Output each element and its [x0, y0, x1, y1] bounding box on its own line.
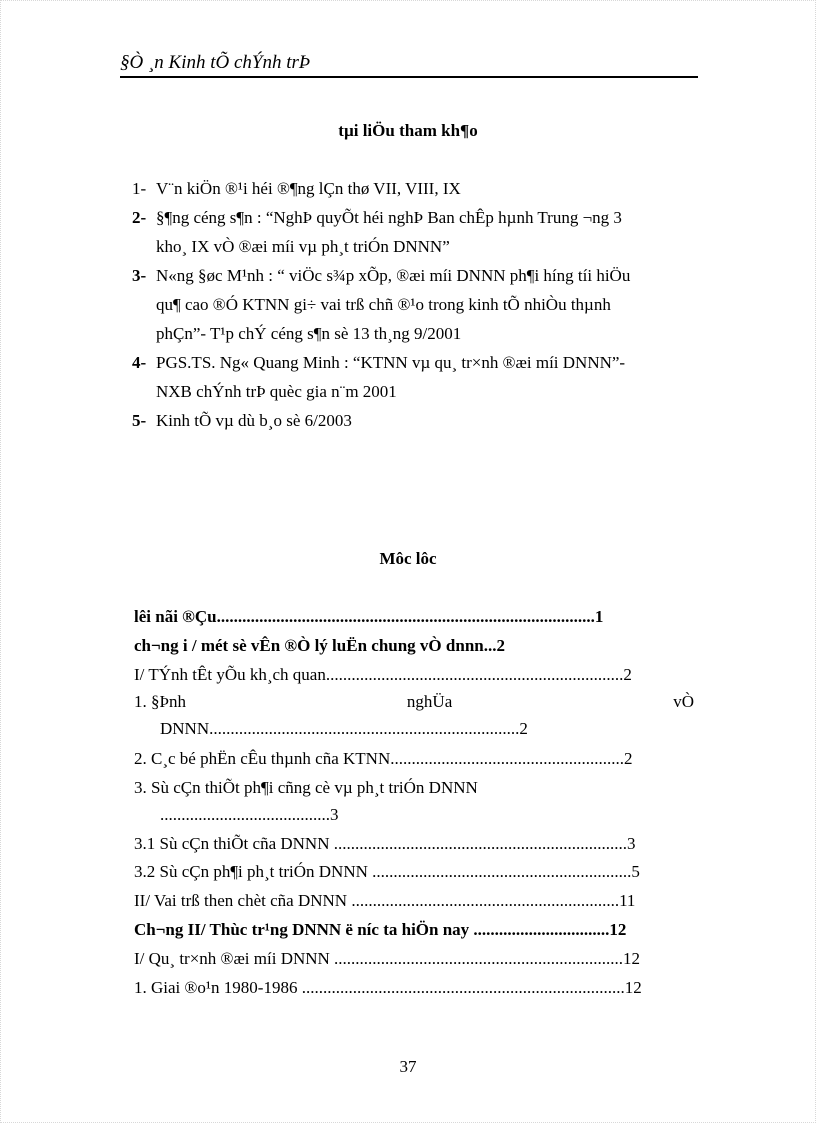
- reference-item-4: [132, 348, 692, 406]
- toc-entry: 3.1 Sù cÇn thiÕt cña DNNN .....................................................................3: [134, 834, 636, 853]
- reference-text-continued: phÇn”- T¹p chÝ céng s¶n sè 13 th¸ng 9/2001: [156, 324, 462, 343]
- toc-entry-continued: ........................................3: [160, 805, 339, 824]
- toc-entry: 3.2 Sù cÇn ph¶i ph¸t triÓn DNNN .............................................................5: [134, 862, 640, 881]
- toc-entry: II/ Vai trß then chèt cña DNNN ...............................................................11: [134, 891, 636, 910]
- references-title: tµi liÖu tham kh¶o: [338, 121, 478, 140]
- reference-text: Kinh tÕ vµ dù b¸o sè 6/2003: [156, 411, 352, 430]
- toc-entry: I/ Qu¸ tr×nh ®æi míi DNNN ....................................................................12: [134, 949, 641, 968]
- reference-text: V¨n kiÖn ®¹i héi ®¶ng lÇn thø VII, VIII, IX: [156, 179, 461, 198]
- reference-number: 4-: [132, 353, 147, 372]
- reference-item-2: [132, 203, 692, 261]
- reference-item-5: [132, 406, 692, 435]
- reference-text: §¶ng céng s¶n : “NghÞ quyÕt héi nghÞ Ban chÊp hµnh Trung ¬ng 3: [156, 208, 622, 227]
- reference-number: 5-: [132, 411, 147, 430]
- reference-number: 3-: [132, 266, 147, 285]
- reference-item-1: [132, 174, 692, 203]
- reference-text-continued: NXB chÝnh trÞ quèc gia n¨m 2001: [156, 382, 397, 401]
- toc-entry: 2. C¸c bé phËn cÊu thµnh cña KTNN.......................................................2: [134, 749, 633, 768]
- reference-text-continued: qu¶ cao ®Ó KTNN gi÷ vai trß chñ ®¹o trong kinh tÕ nhiÒu thµnh: [156, 295, 611, 314]
- toc-entry-part: nghÜa: [406, 692, 453, 711]
- reference-number: 2-: [132, 208, 147, 227]
- toc-entry-part: vÒ: [673, 692, 694, 711]
- toc-entry: [134, 692, 694, 712]
- toc-entry-continued: DNNN.........................................................................2: [160, 719, 528, 738]
- reference-item-3: [132, 261, 692, 348]
- toc-title: Môc lôc: [379, 549, 437, 568]
- toc-entry: 1. Giai ®o¹n 1980-1986 ............................................................................12: [134, 978, 642, 997]
- toc-entry: Ch¬ng II/ Thùc tr¹ng DNNN ë níc ta hiÖn nay ................................12: [134, 920, 627, 939]
- running-header: §Ò ¸n Kinh tÕ chÝnh trÞ: [120, 52, 311, 73]
- toc-entry: lêi nãi ®Çu.........................................................................................1: [134, 607, 604, 626]
- toc-entry: I/ TÝnh tÊt yÕu kh¸ch quan......................................................................2: [134, 665, 632, 684]
- page-number: 37: [399, 1057, 417, 1076]
- toc-entry: ch¬ng i / mét sè vÊn ®Ò lý luËn chung vÒ dnnn...2: [134, 636, 505, 655]
- reference-text: N«ng §øc M¹nh : “ viÖc s¾p xÕp, ®æi míi DNNN ph¶i híng tíi hiÖu: [156, 266, 631, 285]
- toc-entry: 3. Sù cÇn thiÕt ph¶i cñng cè vµ ph¸t triÓn DNNN: [134, 778, 478, 797]
- header-rule: [120, 76, 698, 78]
- toc-entry-part: 1. §Þnh: [134, 692, 186, 711]
- reference-text-continued: kho¸ IX vÒ ®æi míi vµ ph¸t triÓn DNNN”: [156, 237, 450, 256]
- reference-number: 1-: [132, 179, 147, 198]
- reference-text: PGS.TS. Ng« Quang Minh : “KTNN vµ qu¸ tr×nh ®æi míi DNNN”-: [156, 353, 626, 372]
